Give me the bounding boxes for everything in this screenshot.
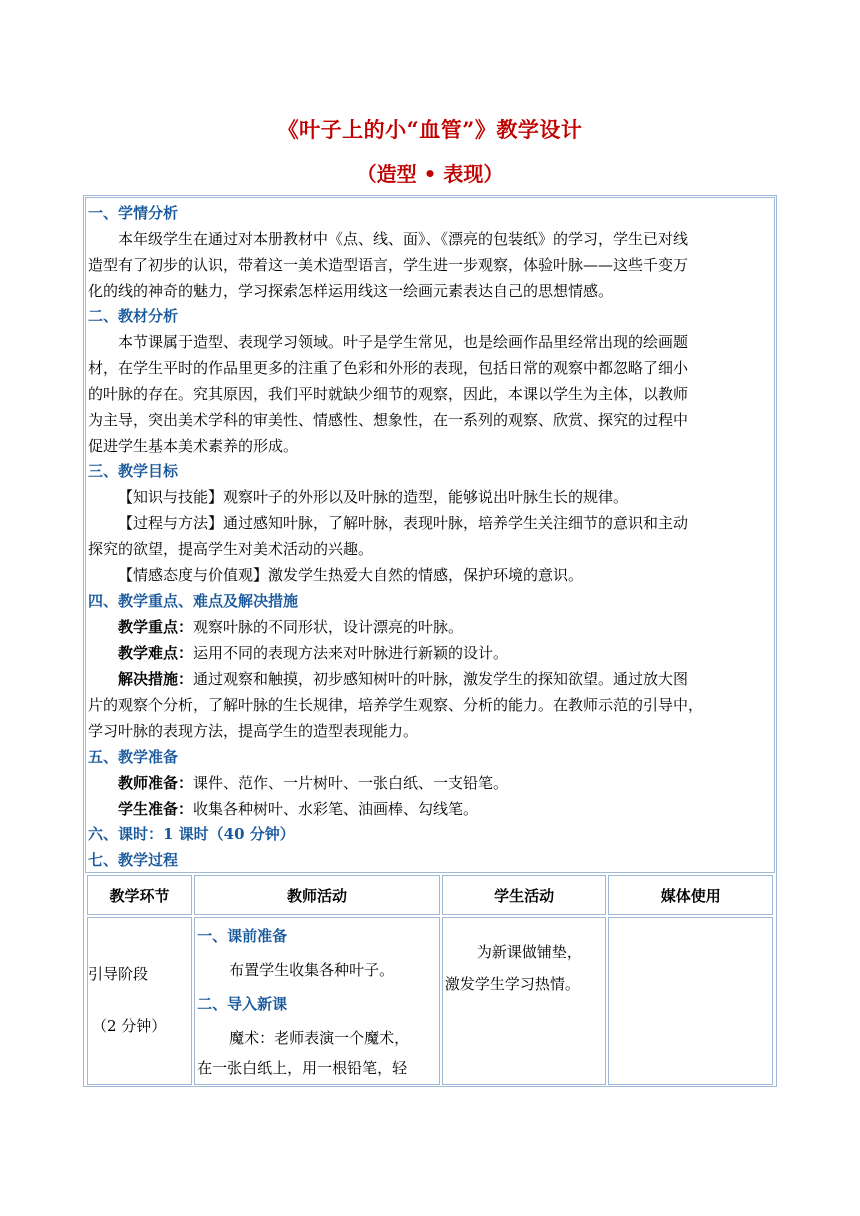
section-heading-material-analysis: 二、教材分析 bbox=[88, 307, 179, 325]
teacher-activity-cell bbox=[194, 917, 440, 1085]
section-heading-key-points: 四、教学重点、难点及解决措施 bbox=[88, 592, 299, 610]
text-line: 造型有了初步的认识，带着这一美术造型语言，学生进一步观察，体验叶脉——这些千变万 bbox=[88, 256, 689, 274]
stage-name: 引导阶段 bbox=[88, 965, 149, 983]
text-line: 化的线的神奇的魅力，学习探索怎样运用线这一绘画元素表达自己的思想情感。 bbox=[88, 282, 614, 300]
text-line: 的叶脉的存在。究其原因，我们平时就缺少细节的观察，因此，本课以学生为主体，以教师 bbox=[88, 385, 689, 403]
table-header-stage: 教学环节 bbox=[87, 875, 192, 915]
table-header-media: 媒体使用 bbox=[608, 875, 773, 915]
teacher-step-text: 魔术：老师表演一个魔术， bbox=[229, 1029, 410, 1047]
text-line: 本年级学生在通过对本册教材中《点、线、面》、《漂亮的包装纸》的学习，学生已对线 bbox=[118, 230, 689, 248]
process-table bbox=[85, 873, 775, 1087]
stage-cell bbox=[87, 917, 192, 1085]
teacher-step-text: 在一张白纸上，用一根铅笔，轻 bbox=[197, 1059, 408, 1077]
student-activity-text: 激发学生学习热情。 bbox=[444, 975, 580, 993]
section-heading-class-hours: 六、课时：1 课时（40 分钟） bbox=[88, 825, 295, 843]
text-line: 本节课属于造型、表现学习领域。叶子是学生常见，也是绘画作品里经常出现的绘画题 bbox=[118, 333, 689, 351]
goal-process: 【过程与方法】通过感知叶脉，了解叶脉，表现叶脉，培养学生关注细节的意识和主动 bbox=[118, 514, 689, 532]
text-line: 促进学生基本美术素养的形成。 bbox=[88, 437, 299, 455]
difficulty-label: 教学难点： bbox=[118, 644, 194, 662]
solution-line bbox=[118, 667, 688, 691]
student-activity-text: 为新课做铺垫， bbox=[476, 943, 582, 961]
goal-knowledge: 【知识与技能】观察叶子的外形以及叶脉的造型，能够说出叶脉生长的规律。 bbox=[118, 488, 629, 506]
student-activity-cell bbox=[442, 917, 607, 1085]
section-heading-process: 七、教学过程 bbox=[88, 851, 179, 869]
table-header-row bbox=[87, 875, 773, 915]
goal-process-cont: 探究的欲望，提高学生对美术活动的兴趣。 bbox=[88, 540, 374, 558]
teacher-step-heading: 二、导入新课 bbox=[197, 995, 288, 1013]
section-heading-learner-analysis: 一、学情分析 bbox=[88, 204, 179, 222]
section-heading-goals: 三、教学目标 bbox=[88, 462, 179, 480]
table-header-student: 学生活动 bbox=[442, 875, 607, 915]
solution-label: 解决措施： bbox=[118, 670, 194, 688]
key-point-text: 观察叶脉的不同形状，设计漂亮的叶脉。 bbox=[193, 618, 464, 636]
student-prep-line bbox=[118, 797, 478, 821]
student-prep-label: 学生准备： bbox=[118, 800, 194, 818]
student-prep-text: 收集各种树叶、水彩笔、油画棒、勾线笔。 bbox=[193, 800, 479, 818]
difficulty-text: 运用不同的表现方法来对叶脉进行新颖的设计。 bbox=[193, 644, 509, 662]
solution-text: 通过观察和触摸，初步感知树叶的叶脉，激发学生的探知欲望。通过放大图 bbox=[193, 670, 689, 688]
teacher-step-text: 布置学生收集各种叶子。 bbox=[229, 961, 395, 979]
teacher-prep-line bbox=[118, 771, 508, 795]
key-point-label: 教学重点： bbox=[118, 618, 194, 636]
section-heading-preparation: 五、教学准备 bbox=[88, 748, 179, 766]
teacher-step-heading: 一、课前准备 bbox=[197, 927, 288, 945]
document-title: 《叶子上的小“血管”》教学设计 bbox=[277, 117, 583, 142]
table-row bbox=[87, 917, 773, 1085]
text-line: 片的观察个分析，了解叶脉的生长规律，培养学生观察、分析的能力。在教师示范的引导中， bbox=[88, 696, 704, 714]
difficulty-line bbox=[118, 641, 508, 665]
document-subtitle: （造型 • 表现） bbox=[356, 162, 504, 186]
key-point-line bbox=[118, 615, 463, 639]
media-cell bbox=[608, 917, 773, 1085]
teacher-prep-text: 课件、范作、一片树叶、一张白纸、一支铅笔。 bbox=[193, 774, 509, 792]
teacher-prep-label: 教师准备： bbox=[118, 774, 194, 792]
text-line: 为主导，突出美术学科的审美性、情感性、想象性，在一系列的观察、欣赏、探究的过程中 bbox=[88, 411, 689, 429]
table-header-teacher: 教师活动 bbox=[194, 875, 440, 915]
stage-time: （2 分钟） bbox=[92, 1017, 167, 1035]
goal-emotion: 【情感态度与价值观】激发学生热爱大自然的情感，保护环境的意识。 bbox=[118, 566, 584, 584]
text-line: 材，在学生平时的作品里更多的注重了色彩和外形的表现，包括日常的观察中都忽略了细小 bbox=[88, 359, 689, 377]
text-line: 学习叶脉的表现方法，提高学生的造型表现能力。 bbox=[88, 722, 419, 740]
